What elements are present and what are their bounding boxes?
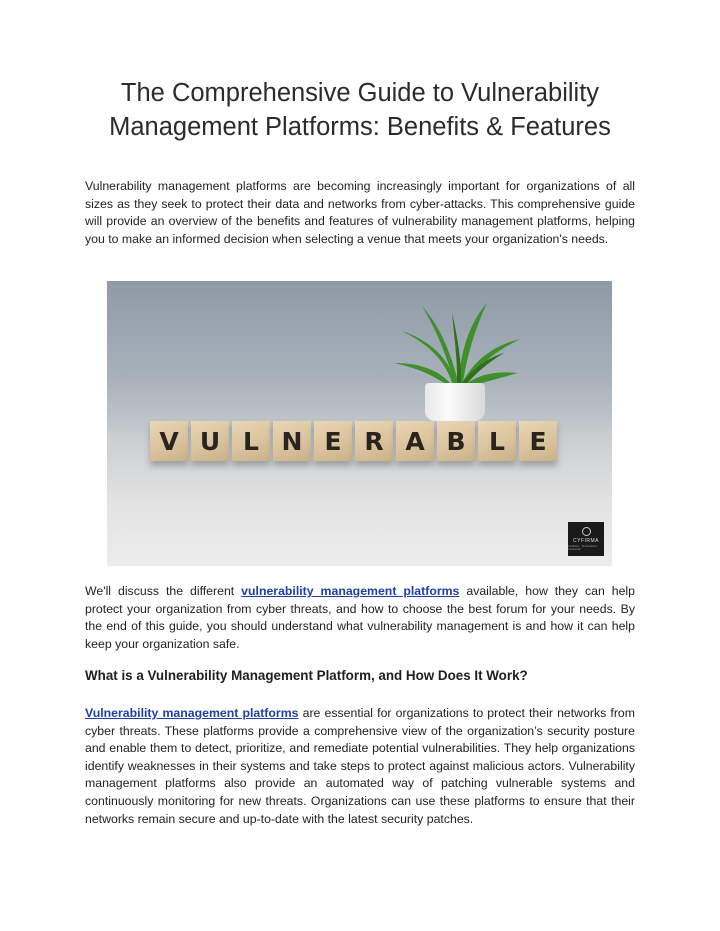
letter-block: E (519, 421, 557, 461)
letter-blocks (150, 421, 557, 461)
letter-block: B (437, 421, 475, 461)
vulnerability-platforms-link[interactable]: vulnerability management platforms (241, 584, 460, 598)
section-heading: What is a Vulnerability Management Platform, and How Does It Work? (85, 668, 528, 683)
logo-mark-icon (582, 527, 591, 536)
letter-block: N (273, 421, 311, 461)
vulnerable-blocks-photo (107, 281, 612, 566)
paragraph-text: are essential for organizations to protect their networks from cyber threats. These platforms provide a comprehensive view of the organization’s security posture and enable them to detect, prioritize, and remediate potential vulnerabilities. They help organizations identify weaknesses in their systems and take steps to protect against malicious actors. Vulnerability management platforms also provide an automated way of patching vulnerable systems and continuously monitoring for new threats. Organizations can use these platforms to ensure that their networks remain secure and up-to-date with the latest security patches. (85, 706, 635, 826)
vulnerability-platforms-link[interactable]: Vulnerability management platforms (85, 706, 299, 720)
logo-tagline: Predictive · Personalized · Contextual (568, 545, 599, 551)
letter-block: U (191, 421, 229, 461)
letter-block: E (314, 421, 352, 461)
letter-block: L (232, 421, 270, 461)
definition-paragraph (85, 705, 635, 828)
letter-block: A (396, 421, 434, 461)
page-title: The Comprehensive Guide to Vulnerability Management Platforms: Benefits & Features (109, 79, 611, 141)
intro-paragraph: Vulnerability management platforms are becoming increasingly important for organizations of all sizes as they seek to protect their data and networks from cyber-attacks. This comprehensive guide will provide an overview of the benefits and features of vulnerability management platforms, helping you to make an informed decision when selecting a venue that meets your organization's needs. (85, 179, 635, 246)
letter-block: L (478, 421, 516, 461)
paragraph-text: We'll discuss the different (85, 584, 242, 598)
paragraph-text: available, how they can help protect your organization from cyber threats, and how to choose the best forum for your needs. By the end of this guide, you should understand what vulnerability management is and how it can help keep your organization safe. (85, 584, 636, 651)
plant-icon (392, 301, 522, 391)
cyfirma-logo (568, 522, 604, 556)
plant-pot (425, 383, 485, 421)
discussion-paragraph (85, 583, 635, 653)
logo-wordmark: CYFIRMA (573, 538, 599, 544)
letter-block: V (150, 421, 188, 461)
letter-block: R (355, 421, 393, 461)
